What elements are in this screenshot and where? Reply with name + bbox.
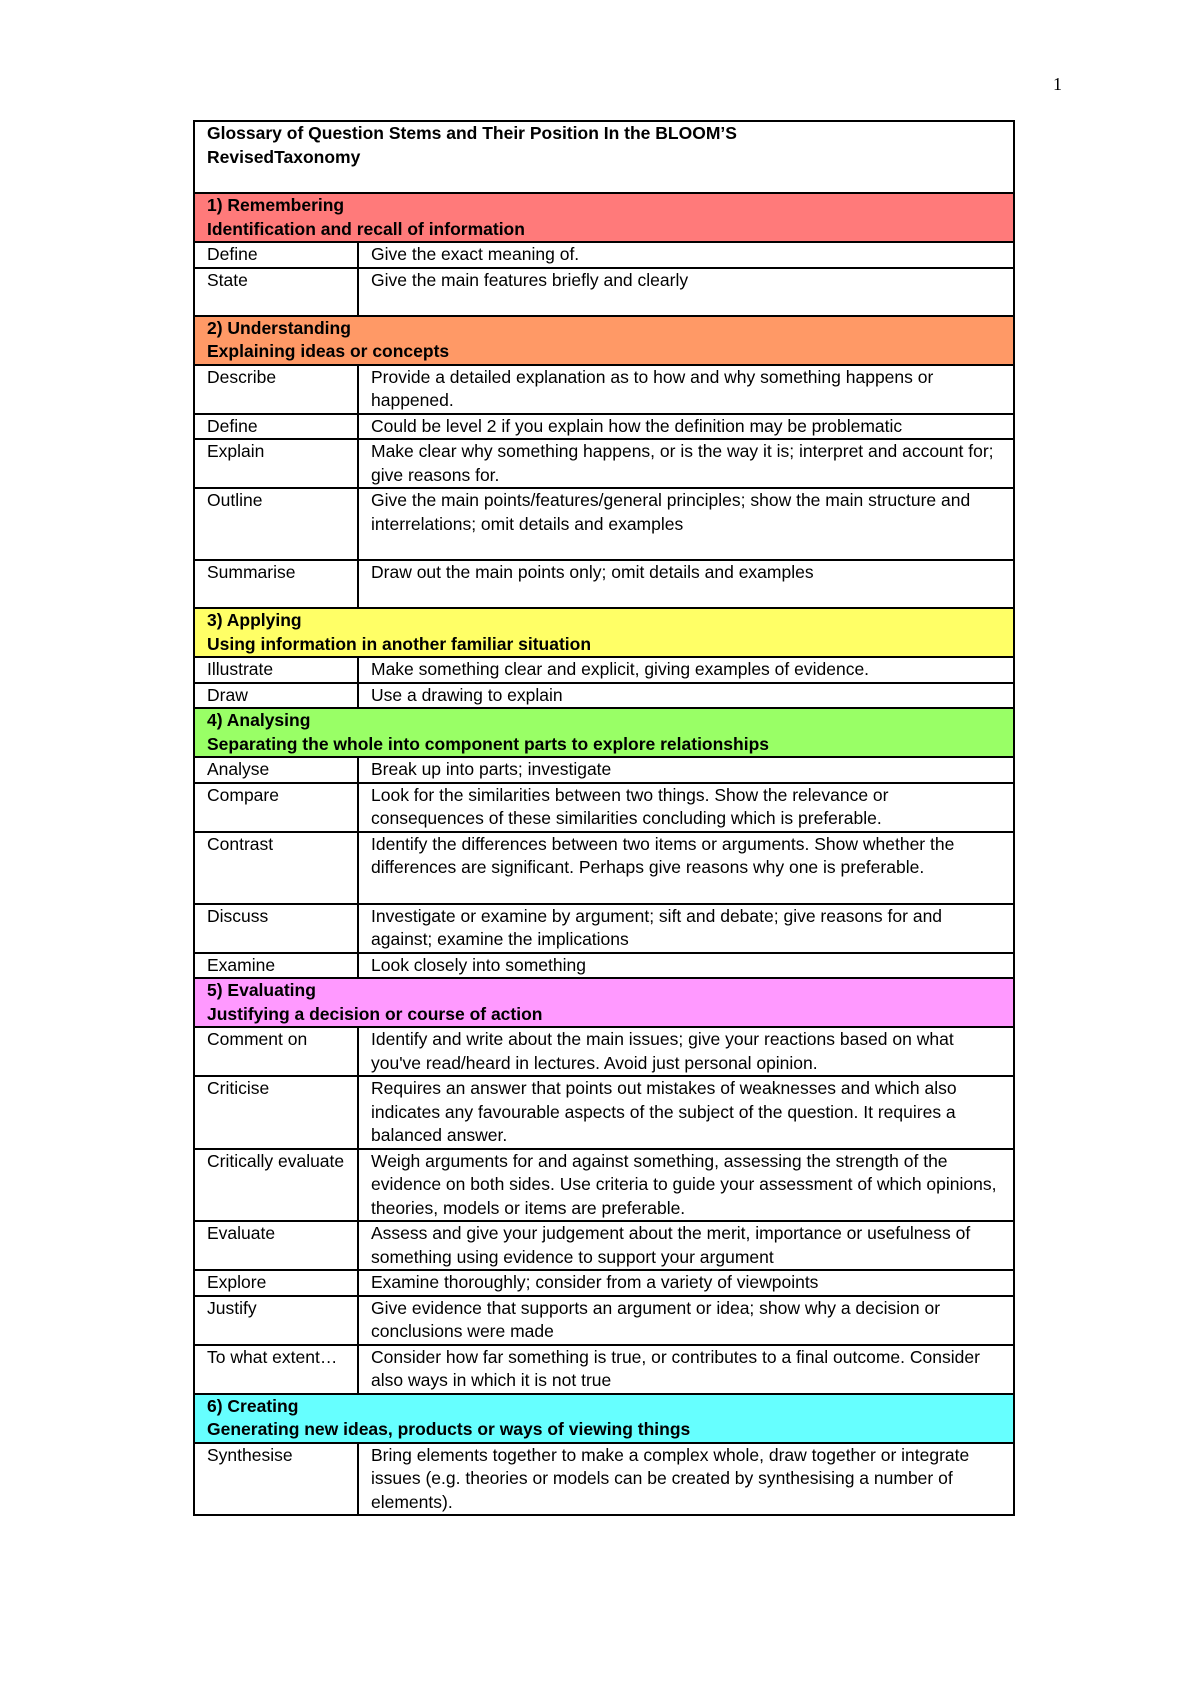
table-row	[194, 1221, 1014, 1270]
table-row	[194, 365, 1014, 414]
section-heading: 5) Evaluating	[207, 980, 316, 1000]
definition-cell: Look for the similarities between two things. Show the relevance or consequences of these similarities concluding which is preferable.	[358, 783, 1014, 832]
table-title-line: Glossary of Question Stems and Their Position In the BLOOM’S	[207, 123, 737, 143]
term-cell: Contrast	[194, 832, 358, 904]
term-cell: Synthesise	[194, 1443, 358, 1516]
definition-cell: Give evidence that supports an argument or idea; show why a decision or conclusions were made	[358, 1296, 1014, 1345]
bloom-glossary-table	[193, 120, 1015, 1516]
section-heading: 4) Analysing	[207, 710, 311, 730]
definition-cell: Could be level 2 if you explain how the definition may be problematic	[358, 414, 1014, 440]
definition-cell: Examine thoroughly; consider from a variety of viewpoints	[358, 1270, 1014, 1296]
section-header	[194, 193, 1014, 242]
term-cell: Define	[194, 414, 358, 440]
term-cell: Critically evaluate	[194, 1149, 358, 1222]
section-header	[194, 978, 1014, 1027]
definition-cell: Make clear why something happens, or is the way it is; interpret and account for; give reasons for.	[358, 439, 1014, 488]
section-header-row	[194, 978, 1014, 1027]
definition-cell: Draw out the main points only; omit details and examples	[358, 560, 1014, 608]
definition-cell: Identify and write about the main issues; give your reactions based on what you've read/heard in lectures. Avoid just personal opinion.	[358, 1027, 1014, 1076]
definition-cell: Give the main features briefly and clearly	[358, 268, 1014, 316]
section-header-row	[194, 316, 1014, 365]
term-cell: Discuss	[194, 904, 358, 953]
term-cell: Summarise	[194, 560, 358, 608]
section-header	[194, 1394, 1014, 1443]
page-number: 1	[1053, 74, 1062, 94]
section-header-row	[194, 1394, 1014, 1443]
table-row	[194, 832, 1014, 904]
term-cell: Describe	[194, 365, 358, 414]
table-row	[194, 1149, 1014, 1222]
table-row	[194, 268, 1014, 316]
section-subheading: Separating the whole into component parts to explore relationships	[207, 733, 770, 754]
definition-cell: Weigh arguments for and against something, assessing the strength of the evidence on both sides. Use criteria to guide your assessment of which opinions, theories, models or items are preferable.	[358, 1149, 1014, 1222]
definition-cell: Give the exact meaning of.	[358, 242, 1014, 268]
section-header	[194, 316, 1014, 365]
term-cell: Compare	[194, 783, 358, 832]
term-cell: Illustrate	[194, 657, 358, 683]
table-row	[194, 1027, 1014, 1076]
section-subheading: Identification and recall of information	[207, 218, 525, 239]
definition-cell: Bring elements together to make a complex whole, draw together or integrate issues (e.g. theories or models can be created by synthesising a number of elements).	[358, 1443, 1014, 1516]
term-cell: Analyse	[194, 757, 358, 783]
definition-cell: Provide a detailed explanation as to how and why something happens or happened.	[358, 365, 1014, 414]
definition-cell: Consider how far something is true, or contributes to a final outcome. Consider also ways in which it is not true	[358, 1345, 1014, 1394]
glossary-body	[194, 121, 1014, 1515]
table-row	[194, 560, 1014, 608]
term-cell: Outline	[194, 488, 358, 560]
definition-cell: Make something clear and explicit, giving examples of evidence.	[358, 657, 1014, 683]
term-cell: State	[194, 268, 358, 316]
definition-cell: Requires an answer that points out mistakes of weaknesses and which also indicates any favourable aspects of the subject of the question. It requires a balanced answer.	[358, 1076, 1014, 1149]
definition-cell: Assess and give your judgement about the merit, importance or usefulness of something using evidence to support your argument	[358, 1221, 1014, 1270]
table-row	[194, 414, 1014, 440]
section-heading: 6) Creating	[207, 1395, 299, 1416]
table-row	[194, 783, 1014, 832]
term-cell: Comment on	[194, 1027, 358, 1076]
section-header-row	[194, 608, 1014, 657]
table-row	[194, 1076, 1014, 1149]
table-row	[194, 683, 1014, 709]
table-row	[194, 1443, 1014, 1516]
table-row	[194, 488, 1014, 560]
term-cell: Explore	[194, 1270, 358, 1296]
definition-cell: Use a drawing to explain	[358, 683, 1014, 709]
section-header-row	[194, 193, 1014, 242]
term-cell: Evaluate	[194, 1221, 358, 1270]
table-row	[194, 242, 1014, 268]
section-header	[194, 608, 1014, 657]
definition-cell: Look closely into something	[358, 953, 1014, 979]
title-row	[194, 121, 1014, 193]
definition-cell: Investigate or examine by argument; sift and debate; give reasons for and against; examine the implications	[358, 904, 1014, 953]
term-cell: Justify	[194, 1296, 358, 1345]
table-row	[194, 1345, 1014, 1394]
table-row	[194, 953, 1014, 979]
table-row	[194, 657, 1014, 683]
term-cell: Draw	[194, 683, 358, 709]
section-subheading: Generating new ideas, products or ways of viewing things	[207, 1419, 691, 1439]
section-subheading: Justifying a decision or course of action	[207, 1003, 543, 1024]
definition-cell: Give the main points/features/general principles; show the main structure and interrelations; omit details and examples	[358, 488, 1014, 560]
term-cell: Define	[194, 242, 358, 268]
section-subheading: Explaining ideas or concepts	[207, 341, 450, 361]
section-header	[194, 708, 1014, 757]
section-header-row	[194, 708, 1014, 757]
table-title-line: RevisedTaxonomy	[207, 146, 361, 167]
section-heading: 1) Remembering	[207, 195, 345, 215]
term-cell: To what extent…	[194, 1345, 358, 1394]
table-row	[194, 1270, 1014, 1296]
table-row	[194, 904, 1014, 953]
definition-cell: Identify the differences between two items or arguments. Show whether the differences are significant. Perhaps give reasons why one is preferable.	[358, 832, 1014, 904]
section-subheading: Using information in another familiar situation	[207, 633, 592, 654]
definition-cell: Break up into parts; investigate	[358, 757, 1014, 783]
term-cell: Criticise	[194, 1076, 358, 1149]
table-row	[194, 757, 1014, 783]
table-title	[194, 121, 1014, 193]
term-cell: Explain	[194, 439, 358, 488]
section-heading: 2) Understanding	[207, 317, 351, 338]
section-heading: 3) Applying	[207, 610, 302, 630]
table-row	[194, 439, 1014, 488]
term-cell: Examine	[194, 953, 358, 979]
table-row	[194, 1296, 1014, 1345]
